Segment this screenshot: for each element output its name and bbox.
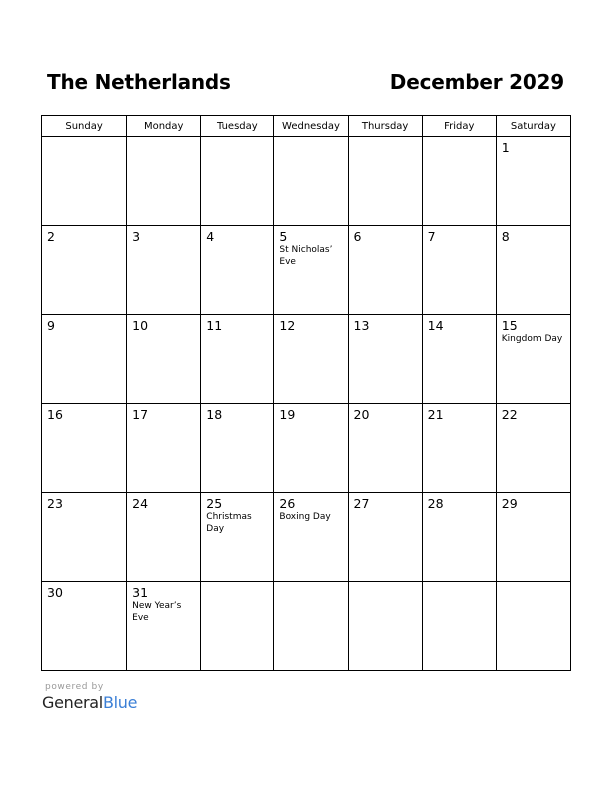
day-number: 1 (501, 140, 510, 155)
week-row (42, 315, 571, 404)
day-number: 8 (501, 229, 510, 244)
day-cell (42, 226, 127, 315)
day-cell (42, 582, 127, 671)
day-cell (496, 226, 570, 315)
day-cell (201, 315, 274, 404)
weekday-thursday: Thursday (348, 116, 422, 137)
day-number: 12 (279, 318, 296, 333)
day-number: 30 (47, 585, 63, 600)
day-number: 29 (501, 496, 518, 511)
day-cell (127, 226, 201, 315)
day-number: 18 (206, 407, 223, 422)
day-cell (42, 137, 127, 226)
day-cell (127, 137, 201, 226)
weekday-monday: Monday (127, 116, 201, 137)
day-cell (42, 404, 127, 493)
generalblue-logo[interactable] (42, 693, 137, 712)
weekday-sunday: Sunday (42, 116, 127, 137)
day-number: 28 (427, 496, 444, 511)
day-cell (496, 315, 570, 404)
weekday-header-row (42, 116, 571, 137)
day-number: 20 (353, 407, 370, 422)
day-cell (274, 404, 348, 493)
day-cell (348, 582, 422, 671)
day-number: 27 (353, 496, 370, 511)
holiday-label: Christmas Day (206, 512, 252, 534)
day-cell (422, 315, 496, 404)
day-number: 31 (132, 585, 149, 600)
day-number: 19 (279, 407, 296, 422)
day-number: 6 (353, 229, 362, 244)
day-cell (274, 315, 348, 404)
week-row (42, 582, 571, 671)
powered-by-label: powered by (45, 682, 104, 692)
day-cell (348, 493, 422, 582)
country-title: The Netherlands (47, 70, 231, 94)
day-cell (274, 582, 348, 671)
day-cell (42, 315, 127, 404)
day-cell (274, 493, 348, 582)
day-cell (127, 493, 201, 582)
day-cell (496, 404, 570, 493)
day-cell (496, 582, 570, 671)
week-row (42, 137, 571, 226)
month-year-title: December 2029 (389, 70, 564, 94)
day-number: 9 (47, 318, 55, 333)
day-number: 5 (279, 229, 288, 244)
day-cell (496, 137, 570, 226)
day-cell (201, 226, 274, 315)
weekday-tuesday: Tuesday (201, 116, 274, 137)
day-cell (201, 582, 274, 671)
day-number: 13 (353, 318, 370, 333)
day-cell (348, 404, 422, 493)
day-number: 26 (279, 496, 296, 511)
week-row (42, 404, 571, 493)
day-cell (348, 315, 422, 404)
brand-blue-text: Blue (102, 693, 138, 712)
day-number: 21 (427, 407, 444, 422)
day-number: 17 (132, 407, 149, 422)
day-number: 24 (132, 496, 149, 511)
holiday-label: New Year’s Eve (132, 601, 182, 623)
day-number: 15 (501, 318, 518, 333)
day-number: 11 (206, 318, 223, 333)
brand-general-text: General (42, 693, 103, 712)
day-cell (348, 226, 422, 315)
day-cell (127, 582, 201, 671)
day-number: 7 (427, 229, 436, 244)
day-number: 14 (427, 318, 444, 333)
calendar-grid (41, 115, 571, 671)
day-cell (201, 137, 274, 226)
day-cell (201, 493, 274, 582)
weekday-saturday: Saturday (496, 116, 570, 137)
weekday-wednesday: Wednesday (274, 116, 348, 137)
day-cell (422, 137, 496, 226)
day-number: 22 (501, 407, 518, 422)
day-number: 3 (132, 229, 141, 244)
day-cell (422, 226, 496, 315)
holiday-label: St Nicholas’ Eve (279, 245, 333, 267)
day-number: 16 (47, 407, 63, 422)
day-cell (422, 582, 496, 671)
day-cell (127, 315, 201, 404)
weekday-friday: Friday (422, 116, 496, 137)
day-cell (42, 493, 127, 582)
day-cell (348, 137, 422, 226)
holiday-label: Kingdom Day (501, 334, 563, 344)
day-cell (422, 404, 496, 493)
week-row (42, 226, 571, 315)
day-number: 25 (206, 496, 223, 511)
day-cell (274, 137, 348, 226)
footer (42, 682, 137, 712)
day-number: 2 (47, 229, 55, 244)
day-cell (201, 404, 274, 493)
day-cell (422, 493, 496, 582)
day-cell (496, 493, 570, 582)
day-number: 4 (206, 229, 215, 244)
day-cell (127, 404, 201, 493)
holiday-label: Boxing Day (279, 512, 331, 522)
day-number: 23 (47, 496, 63, 511)
week-row (42, 493, 571, 582)
day-number: 10 (132, 318, 149, 333)
day-cell (274, 226, 348, 315)
